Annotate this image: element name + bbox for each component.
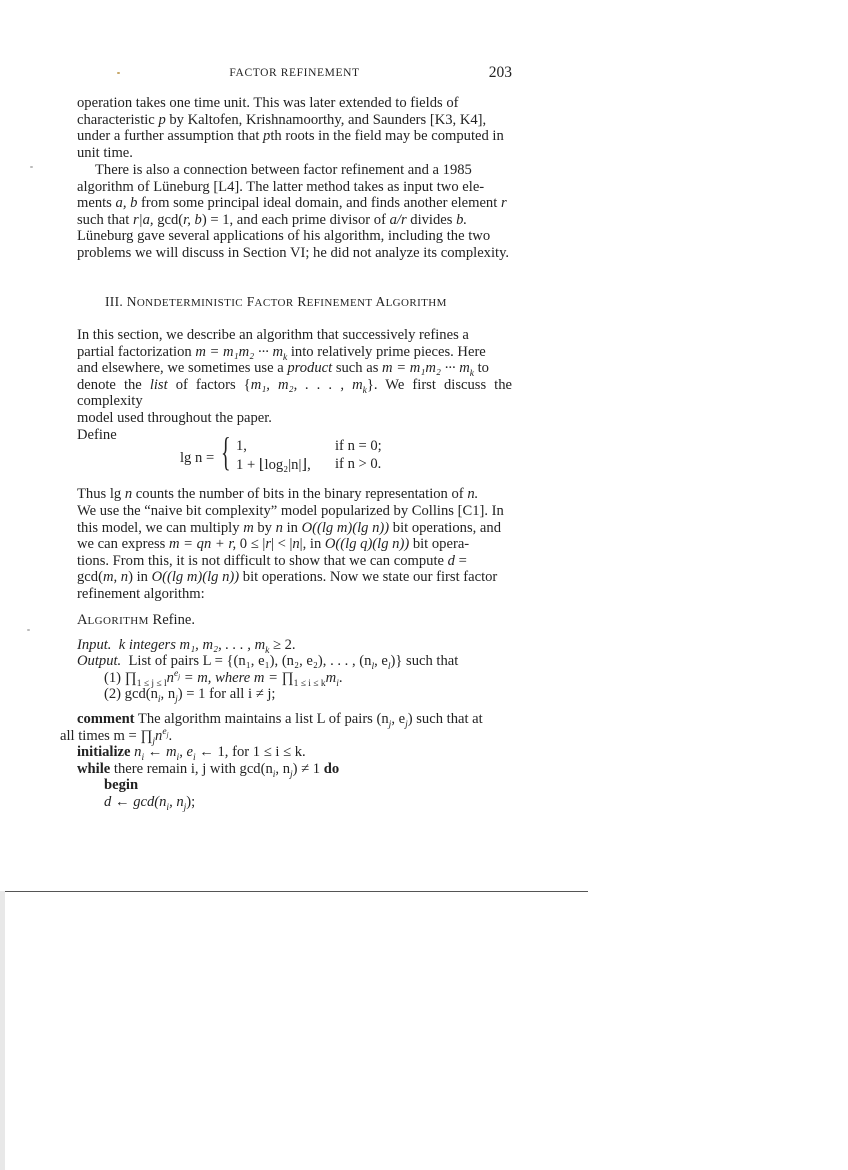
paragraph-complexity [77, 503, 512, 603]
text-line: gcd(m, n) in O((lg m)(lg n)) bit operations. Now we state our first factor [77, 569, 498, 586]
text-line: Thus lg n counts the number of bits in the binary representation of n. [77, 486, 479, 502]
text-line: There is also a connection between factor refinement and a 1985 [95, 162, 472, 178]
algorithm-begin: begin [104, 777, 139, 793]
text-line: denote the list of factors {m₁, m₂, . . . , $m_k$}. We first discuss the complexity [77, 376, 513, 410]
algorithm-name: ALGORITHM Refine. [77, 612, 196, 628]
algorithm-assign-d: d ← $\gcd(n_i$, $n_j$); [104, 794, 196, 813]
running-header [77, 64, 512, 84]
text-line: In this section, we describe an algorithm that successively refines a [77, 327, 469, 343]
algorithm-initialize: initialize $n_i$ ← $m_i$, $e_i$ ← 1, for 1 ≤ i ≤ k. [77, 744, 306, 763]
text-line: Define [77, 426, 117, 443]
output-condition-1: (1) $\prod_{1 \le j \le l}n^{e_j} = m$, where $m = \prod_{1 \le i \le k}m_i$. [104, 669, 343, 689]
scan-speck [30, 166, 33, 168]
text-line: characteristic p by Kaltofen, Krishnamoorthy, and Saunders [K3, K4], [77, 111, 487, 128]
text-line: under a further assumption that pth roots in the field may be computed in [77, 128, 504, 145]
scan-speck [27, 629, 30, 631]
text-line: ments a, b from some principal ideal domain, and finds another element r [77, 195, 507, 212]
left-brace-icon: { [221, 429, 231, 474]
text-line: partial factorization m = m₁m₂ ··· $m_k$ into relatively prime pieces. Here [77, 343, 486, 363]
section-heading: III. NONDETERMINISTIC FACTOR REFINEMENT ALGORITHM [105, 294, 447, 309]
text-line: this model, we can multiply m by n in O((lg m)(lg n)) bit operations, and [77, 519, 501, 536]
text-line: tions. From this, it is not difficult to show that we can compute d = [77, 552, 467, 569]
lg-definition: lg n = { 1, 1 + ⌊log₂|n|⌋, if n = 0; if n > 0. [180, 429, 382, 474]
scan-edge-line [0, 891, 588, 892]
text-line: and elsewhere, we sometimes use a product such as m = m₁m₂ ··· $m_k$ to [77, 360, 489, 380]
paragraph-intro [77, 327, 512, 443]
text-line: we can express m = qn + r, 0 ≤ |r| < |n|, in O((lg q)(lg n)) bit opera- [77, 536, 470, 553]
text-line: operation takes one time unit. This was later extended to fields of [77, 95, 459, 111]
algorithm-while: while there remain i, j with $\gcd(n_i$, $n_j) \ne 1$ do [77, 761, 340, 780]
scan-speck [117, 72, 120, 74]
text-line: Lüneburg gave several applications of his algorithm, including the two [77, 228, 491, 245]
paragraph-bits [77, 486, 512, 503]
paragraph-luneburg [77, 162, 512, 262]
text-line: unit time. [77, 144, 133, 161]
page-number: 203 [488, 64, 512, 81]
running-title: FACTOR REFINEMENT [229, 67, 360, 79]
algorithm-output: Output. List of pairs L = {(n₁, e₁), (n₂, e₂), . . . , ($n_l$, $e_l$)} such that [77, 653, 459, 672]
text-line: We use the “naive bit complexity” model popularized by Collins [C1]. In [77, 503, 504, 519]
algorithm-input: Input. k integers m₁, m₂, . . . , $m_k \ge 2$. [77, 637, 296, 656]
text-line: problems we will discuss in Section VI; he did not analyze its complexity. [77, 244, 510, 261]
text-line: algorithm of Lüneburg [L4]. The latter method takes as input two ele- [77, 178, 485, 195]
text-line: such that r|a, gcd(r, b) = 1, and each prime divisor of a/r divides b. [77, 211, 468, 228]
algorithm-comment-cont: all times $m = \prod_jn^{e_j}$. [60, 727, 173, 747]
text-line: model used throughout the paper. [77, 409, 272, 426]
scan-edge-shadow [0, 891, 5, 1170]
algorithm-comment: comment The algorithm maintains a list L of pairs ($n_j$, $e_j$) such that at [77, 711, 483, 730]
text-line: refinement algorithm: [77, 585, 205, 602]
output-condition-2: (2) $\gcd(n_i$, $n_j) = 1$ for all i ≠ j; [104, 686, 276, 705]
paragraph-continuation [77, 95, 512, 161]
